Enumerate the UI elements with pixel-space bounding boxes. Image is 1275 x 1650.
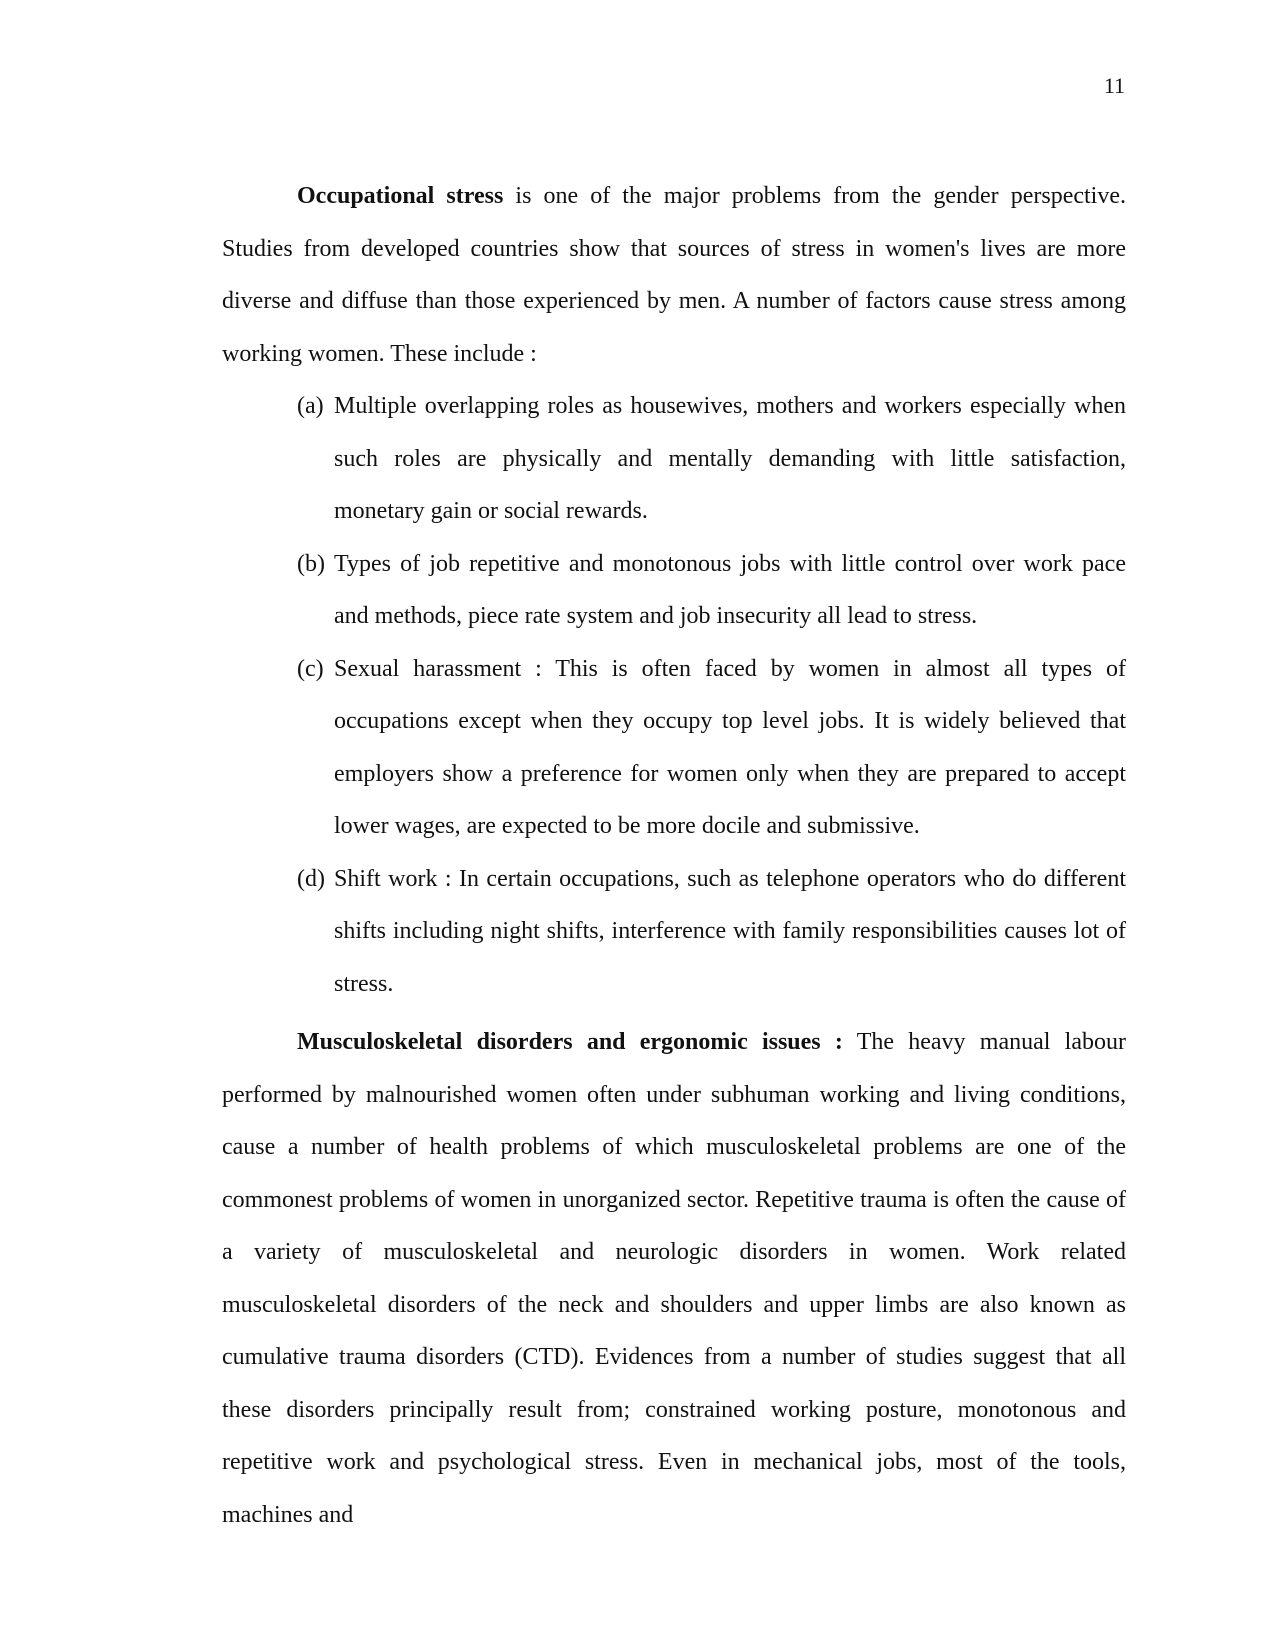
list-item-text: Shift work : In certain occupations, such as telephone operators who do different shifts including night shifts, interference with family responsibilities causes lot of stress. — [334, 865, 1126, 997]
paragraph-occupational-stress — [222, 170, 1126, 380]
list-item-text: Types of job repetitive and monotonous jobs with little control over work pace and methods, piece rate system and job insecurity all lead to stress. — [334, 550, 1126, 629]
paragraph-text: The heavy manual labour performed by malnourished women often under subhuman working and living conditions, cause a number of health problems of which musculoskeletal problems are one of the commonest problems of women in unorganized sector. Repetitive trauma is often the cause of a variety of musculoskeletal and neurologic disorders in women. Work related musculoskeletal disorders of the neck and shoulders and upper limbs are also known as cumulative trauma disorders (CTD). Evidences from a number of studies suggest that all these disorders principally result from; constrained working posture, monotonous and repetitive work and psychological stress. Even in mechanical jobs, most of the tools, machines and — [222, 1029, 1126, 1528]
heading-musculoskeletal: Musculoskeletal disorders and ergonomic issues : — [297, 1029, 843, 1055]
stress-factors-list — [222, 380, 1126, 1010]
page-number: 11 — [1103, 73, 1125, 98]
paragraph-text: is one of the major problems from the gender perspective. Studies from developed countries show that sources of stress in women's lives are more diverse and diffuse than those experienced by men. A number of factors cause stress among working women. These include : — [222, 183, 1126, 367]
list-item — [222, 643, 1126, 853]
list-item — [222, 853, 1126, 1011]
list-item — [222, 538, 1126, 643]
list-marker: (a) — [297, 393, 324, 419]
list-item — [222, 380, 1126, 538]
list-marker: (c) — [297, 655, 324, 682]
document-body — [222, 170, 1126, 1541]
paragraph-musculoskeletal — [222, 1016, 1126, 1541]
list-marker: (d) — [297, 865, 325, 892]
heading-occupational-stress: Occupational stress — [297, 183, 504, 209]
list-item-text: Multiple overlapping roles as housewives, mothers and workers especially when such roles are physically and mentally demanding with little satisfaction, monetary gain or social rewards. — [334, 393, 1126, 524]
list-item-text: Sexual harassment : This is often faced by women in almost all types of occupations except when they occupy top level jobs. It is widely believed that employers show a preference for women only when they are prepared to accept lower wages, are expected to be more docile and submissive. — [334, 655, 1126, 839]
list-marker: (b) — [297, 550, 325, 577]
